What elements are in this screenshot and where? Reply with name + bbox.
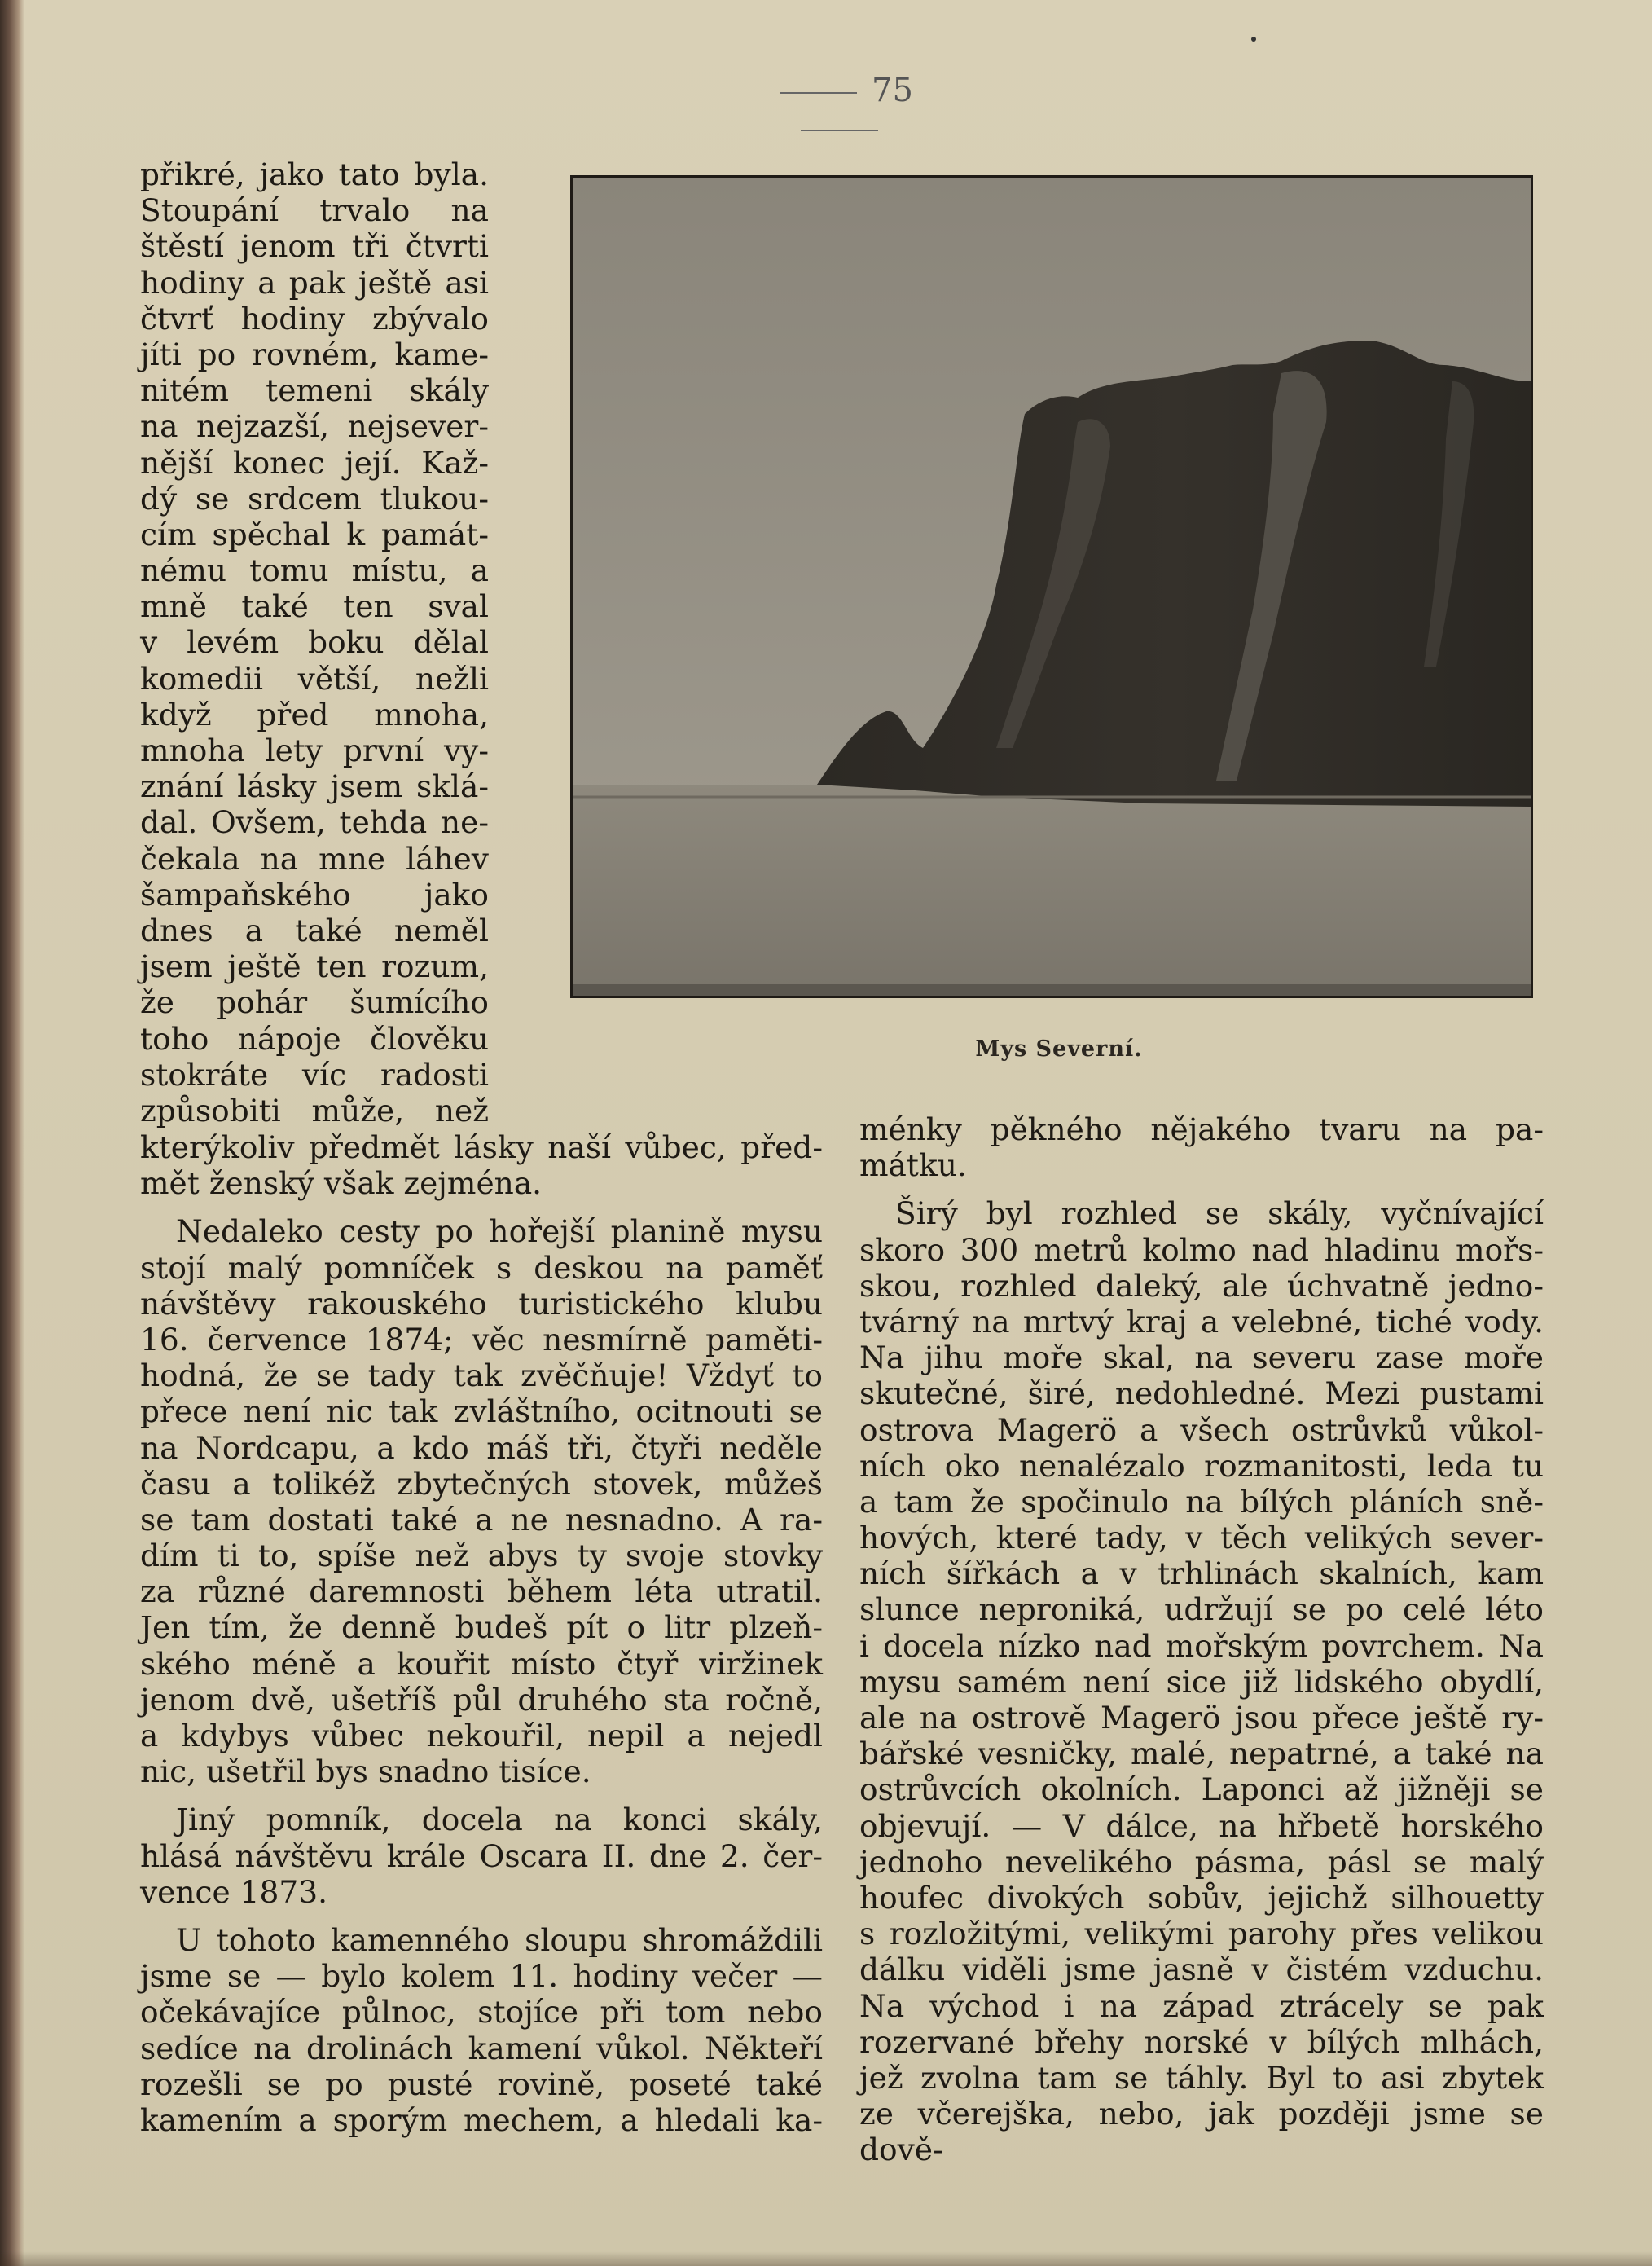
text-line: ského méně a kouřit místo čtyř viržinek xyxy=(140,1645,823,1682)
text-line: slunce neproniká, udržují se po celé léto xyxy=(859,1591,1544,1628)
text-line: dálku viděli jsme jasně v čistém vzduchu. xyxy=(859,1951,1544,1988)
text-line: a tam že spočinulo na bílých pláních sně- xyxy=(859,1483,1544,1520)
paragraph-gap xyxy=(140,1910,823,1922)
text-line: přikré, jako tato byla. xyxy=(140,156,489,192)
text-line: jenom dvě, ušetříš půl druhého sta ročně, xyxy=(140,1681,823,1718)
text-line: bářské vesničky, malé, nepatrné, a také na xyxy=(859,1736,1544,1772)
text-line: ale na ostrově Magerö jsou přece ještě ry- xyxy=(859,1700,1544,1736)
text-line: Stoupání trvalo na xyxy=(140,192,489,229)
text-line: Na jihu moře skal, na severu zase moře xyxy=(859,1340,1544,1376)
text-line: komedii větší, nežli xyxy=(140,660,489,697)
text-line: jsme se — bylo kolem 11. hodiny večer — xyxy=(140,1958,823,1995)
text-line: tvárný na mrtvý kraj a velebné, tiché vody. xyxy=(859,1303,1544,1340)
text-line: nější konec její. Kaž- xyxy=(140,444,489,481)
text-line: nic, ušetřil bys snadno tisíce. xyxy=(140,1753,591,1790)
text-line: šampaňského jako xyxy=(140,876,489,913)
cliff-photo-icon xyxy=(573,178,1531,996)
text-line: jíti po rovném, kame- xyxy=(140,336,489,372)
text-line: v levém boku dělal xyxy=(140,624,489,661)
text-line: že pohár šumícího xyxy=(140,984,489,1021)
text-line: času a tolikéž zbytečných stovek, můžeš xyxy=(140,1465,823,1502)
text-line: houfec divokých sobův, jejichž silhouetty xyxy=(859,1879,1544,1916)
text-line: čekala na mne láhev xyxy=(140,840,489,877)
text-line: jsem ještě ten rozum, xyxy=(140,948,489,985)
text-line: hlásá návštěvu krále Oscara II. dne 2. čer- xyxy=(140,1837,823,1874)
text-line: jednoho nevelikého pásma, pásl se malý xyxy=(859,1843,1544,1880)
text-column-left xyxy=(140,1129,823,2138)
page-bottom-shadow xyxy=(0,2251,1652,2266)
text-line: cím spěchal k památ- xyxy=(140,516,489,552)
paragraph-gap xyxy=(140,1789,823,1802)
text-line: skoro 300 metrů kolmo nad hladinu mořs- xyxy=(859,1231,1544,1268)
text-line: vence 1873. xyxy=(140,1873,327,1910)
text-line: skutečné, širé, nedohledné. Mezi pustami xyxy=(859,1375,1544,1412)
text-line: dý se srdcem tlukou- xyxy=(140,480,489,517)
text-line: za různé daremnosti během léta utratil. xyxy=(140,1573,823,1610)
text-line: jež zvolna tam se táhly. Byl to asi zbytek xyxy=(859,2059,1544,2096)
text-line: hodiny a pak ještě asi xyxy=(140,264,489,301)
text-line: způsobiti může, než xyxy=(140,1092,489,1129)
folio-rule-left xyxy=(780,92,857,94)
text-line: stokráte víc radosti xyxy=(140,1056,489,1093)
text-line: kterýkoliv předmět lásky naší vůbec, před- xyxy=(140,1129,823,1165)
text-line: objevují. — V dálce, na hřbetě horského xyxy=(859,1807,1544,1844)
text-line: U tohoto kamenného sloupu shromáždili xyxy=(176,1921,823,1958)
text-line: Jiný pomník, docela na konci skály, xyxy=(176,1802,823,1838)
text-line: ze včerejška, nebo, jak později jsme se dově- xyxy=(859,2096,1544,2168)
paragraph-gap xyxy=(140,1201,823,1213)
text-line: ních oko nenalézalo rozmanitosti, leda tu xyxy=(859,1447,1544,1484)
text-line: hodná, že se tady tak zvěčňuje! Vždyť to xyxy=(140,1357,823,1394)
ink-speck xyxy=(1251,37,1256,42)
text-line: nitém temeni skály xyxy=(140,372,489,409)
text-line: hových, které tady, v těch velikých sever- xyxy=(859,1520,1544,1556)
text-column-right xyxy=(859,1111,1544,2168)
text-line: i docela nízko nad mořským povrchem. Na xyxy=(859,1627,1544,1664)
text-line: kamením a sporým mechem, a hledali ka- xyxy=(140,2101,823,2138)
text-line: ménky pěkného nějakého tvaru na pa- xyxy=(859,1111,1544,1147)
text-line: rozervané břehy norské v bílých mlhách, xyxy=(859,2023,1544,2060)
text-line: štěstí jenom tři čtvrti xyxy=(140,228,489,265)
text-line: očekávajíce půlnoc, stojíce při tom nebo xyxy=(140,1994,823,2031)
text-line: Širý byl rozhled se skály, vyčnívající xyxy=(895,1195,1544,1232)
text-line: na nejzazší, nejsever- xyxy=(140,408,489,445)
text-line: ních šířkách a v trhlinách skalních, kam xyxy=(859,1555,1544,1592)
text-line: mět ženský však zejména. xyxy=(140,1165,543,1202)
text-line: na Nordcapu, a kdo máš tři, čtyři neděle xyxy=(140,1429,823,1466)
text-line: ostrova Magerö a všech ostrůvků vůkol- xyxy=(859,1411,1544,1448)
book-spine-shadow xyxy=(0,0,24,2266)
text-line: sedíce na drolinách kamení vůkol. Někteří xyxy=(140,2030,823,2066)
text-line: a kdybys vůbec nekouřil, nepil a nejedl xyxy=(140,1718,823,1754)
text-line: Na východ i na západ ztrácely se pak xyxy=(859,1987,1544,2024)
text-line: dím ti to, spíše než abys ty svoje stovky xyxy=(140,1538,823,1574)
text-line: mnoha lety první vy- xyxy=(140,733,489,768)
text-line: když před mnoha, xyxy=(140,696,489,733)
sea xyxy=(573,785,1531,996)
text-line: se tam dostati také a ne nesnadno. A ra- xyxy=(140,1501,823,1538)
page-number xyxy=(717,72,961,147)
text-column-left-wrap xyxy=(140,156,489,1129)
text-line: rozešli se po pusté rovině, poseté také xyxy=(140,2066,823,2102)
text-line: Jen tím, že denně budeš pít o litr plzeň- xyxy=(140,1609,823,1646)
text-line: s rozložitými, velikými parohy přes velikou xyxy=(859,1916,1544,1952)
text-line: skou, rozhled daleký, ale úchvatně jedno- xyxy=(859,1267,1544,1304)
text-line: nému tomu místu, a xyxy=(140,552,489,589)
text-line: návštěvy rakouského turistického klubu xyxy=(140,1285,823,1322)
text-line: toho nápoje člověku xyxy=(140,1020,489,1057)
photo-bottom-edge xyxy=(573,984,1531,996)
text-line: Nedaleko cesty po hořejší planině mysu xyxy=(176,1213,823,1250)
text-line: přece není nic tak zvláštního, ocitnouti se xyxy=(140,1393,823,1430)
text-line: dnes a také neměl xyxy=(140,912,489,948)
text-line: mátku. xyxy=(859,1147,967,1184)
text-line: mysu samém není sice již lidského obydlí, xyxy=(859,1663,1544,1700)
text-line: čtvrť hodiny zbývalo xyxy=(140,300,489,337)
text-line: stojí malý pomníček s deskou na paměť xyxy=(140,1249,823,1286)
paragraph-gap xyxy=(859,1183,1544,1195)
text-line: mně také ten sval xyxy=(140,588,489,625)
text-line: 16. července 1874; věc nesmírně paměti- xyxy=(140,1321,823,1357)
figure-caption: Mys Severní. xyxy=(975,1036,1143,1062)
page-number-text: 75 xyxy=(872,72,913,109)
text-line: dal. Ovšem, tehda ne- xyxy=(140,804,489,841)
text-line: ostrůvcích okolních. Laponci až jižněji se xyxy=(859,1771,1544,1808)
figure-photo xyxy=(570,175,1533,998)
folio-rule-right xyxy=(801,130,878,131)
text-line: znání lásky jsem sklá- xyxy=(140,768,489,805)
